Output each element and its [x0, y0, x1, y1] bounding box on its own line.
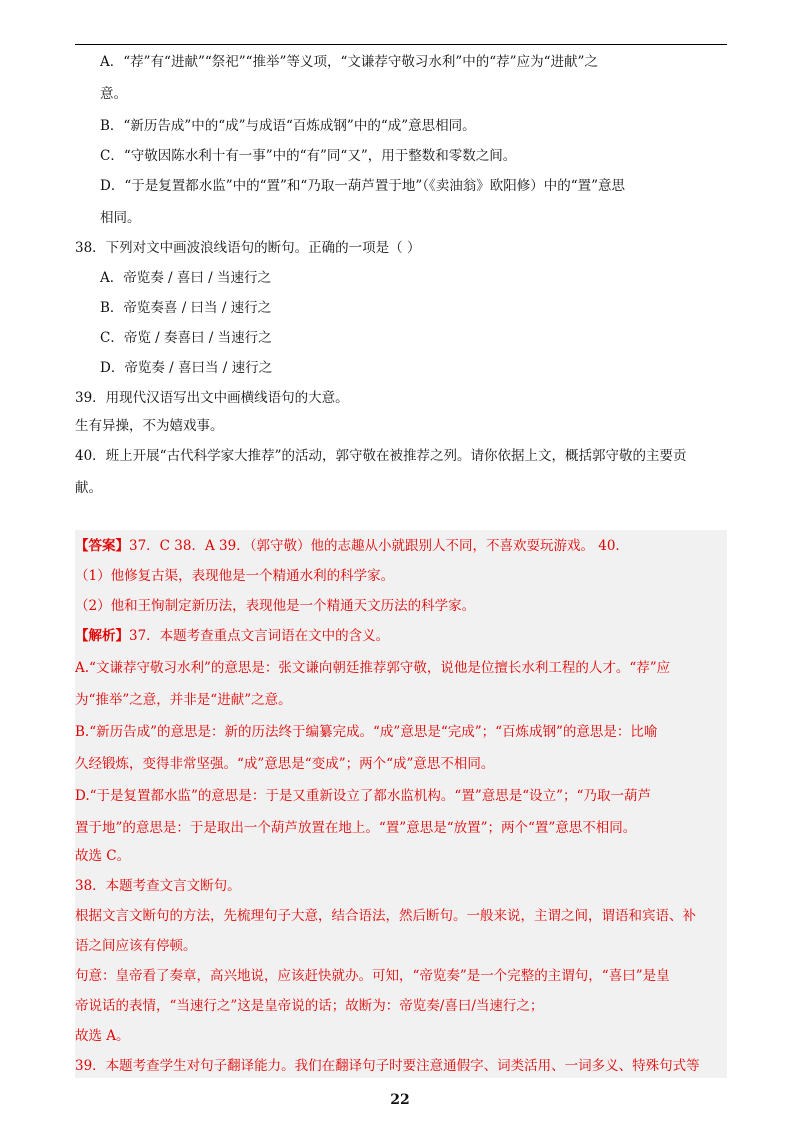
q38-option-a: A．帝览奏 / 喜曰 / 当速行之	[100, 270, 272, 286]
header-rule	[75, 44, 727, 45]
q37-option-a-line1: A．“荐”有“进献”“祭祀”“推举”等义项，“文谦荐守敬习水利”中的“荐”应为“进献”之	[100, 54, 598, 70]
q37-option-d-line2: 相同。	[100, 210, 141, 226]
answer-line1-text: 37．C 38．A 39．（郭守敬）他的志趣从小就跟别人不同，不喜欢耍玩游戏。 40．	[129, 538, 629, 554]
q38-option-b: B．帝览奏喜 / 曰当 / 速行之	[100, 300, 272, 316]
q37-option-c: C．“守敬因陈水利十有一事”中的“有”同“又”，用于整数和零数之间。	[100, 148, 517, 164]
analysis-line-10: 根据文言文断句的方法，先梳理句子大意，结合语法，然后断句。一般来说，主谓之间，谓语和宾语、补	[75, 908, 696, 924]
analysis-line-6: D.“于是复置都水监”的意思是：于是又重新设立了都水监机构。“置”意思是“设立”；“乃取一葫芦	[75, 788, 651, 804]
q37-option-a-line2: 意。	[100, 86, 127, 102]
analysis-line-9: 38．本题考查文言文断句。	[75, 878, 241, 894]
analysis-line-15: 39．本题考查学生对句子翻译能力。我们在翻译句子时要注意通假字、词类活用、一词多义、特殊句式等	[75, 1058, 700, 1074]
analysis-line-3: 为“推举”之意，并非是“进献”之意。	[75, 692, 292, 708]
answer-line3: （2）他和王恂制定新历法，表现他是一个精通天文历法的科学家。	[75, 598, 476, 614]
analysis-line-14: 故选 A。	[75, 1028, 130, 1044]
analysis-line-13: 帝说话的表情，“当速行之”这是皇帝说的话；故断为：帝览奏/喜曰/当速行之；	[75, 998, 544, 1014]
q37-option-d-line1: D．“于是复置都水监”中的“置”和“乃取一葫芦置于地”（《卖油翁》欧阳修）中的“置”意思	[100, 178, 626, 194]
analysis-line-4: B.“新历告成”的意思是：新的历法终于编纂完成。“成”意思是“完成”；“百炼成钢”的意思是：比喻	[75, 724, 658, 740]
q38-option-c: C．帝览 / 奏喜曰 / 当速行之	[100, 330, 272, 346]
answer-line1	[75, 536, 629, 556]
answer-tag: 【答案】	[75, 538, 129, 554]
analysis-line-2: A.“文谦荐守敬习水利”的意思是：张文谦向朝廷推荐郭守敬，说他是位擅长水利工程的人才。“荐”应	[75, 660, 671, 676]
q40-stem-line1: 40．班上开展“古代科学家大推荐”的活动，郭守敬在被推荐之列。请你依据上文，概括郭守敬的主要贡	[75, 448, 687, 464]
q39-stem: 39．用现代汉语写出文中画横线语句的大意。	[75, 390, 349, 406]
analysis-line-7: 置于地”的意思是：于是取出一个葫芦放置在地上。“置”意思是“放置”；两个“置”意思不相同。	[75, 820, 637, 836]
q38-option-d: D．帝览奏 / 喜曰当 / 速行之	[100, 360, 273, 376]
q39-text: 生有异操，不为嬉戏事。	[75, 418, 224, 434]
analysis-line-1	[75, 626, 389, 646]
analysis-line-8: 故选 C。	[75, 848, 131, 864]
page-number: 22	[390, 1092, 410, 1108]
analysis-line-1-text: 37．本题考查重点文言词语在文中的含义。	[129, 628, 390, 644]
analysis-line-12: 句意：皇帝看了奏章，高兴地说，应该赶快就办。可知，“帝览奏”是一个完整的主谓句，“喜曰”是皇	[75, 968, 670, 984]
analysis-line-5: 久经锻炼，变得非常坚强。“成”意思是“变成”；两个“成”意思不相同。	[75, 756, 495, 772]
q37-option-b: B．“新历告成”中的“成”与成语“百炼成钢”中的“成”意思相同。	[100, 118, 476, 134]
q40-stem-line2: 献。	[75, 480, 102, 496]
analysis-line-11: 语之间应该有停顿。	[75, 938, 197, 954]
answer-line2: （1）他修复古渠，表现他是一个精通水利的科学家。	[75, 568, 395, 584]
q38-stem: 38．下列对文中画波浪线语句的断句。正确的一项是（ ）	[75, 240, 421, 256]
analysis-tag: 【解析】	[75, 628, 129, 644]
